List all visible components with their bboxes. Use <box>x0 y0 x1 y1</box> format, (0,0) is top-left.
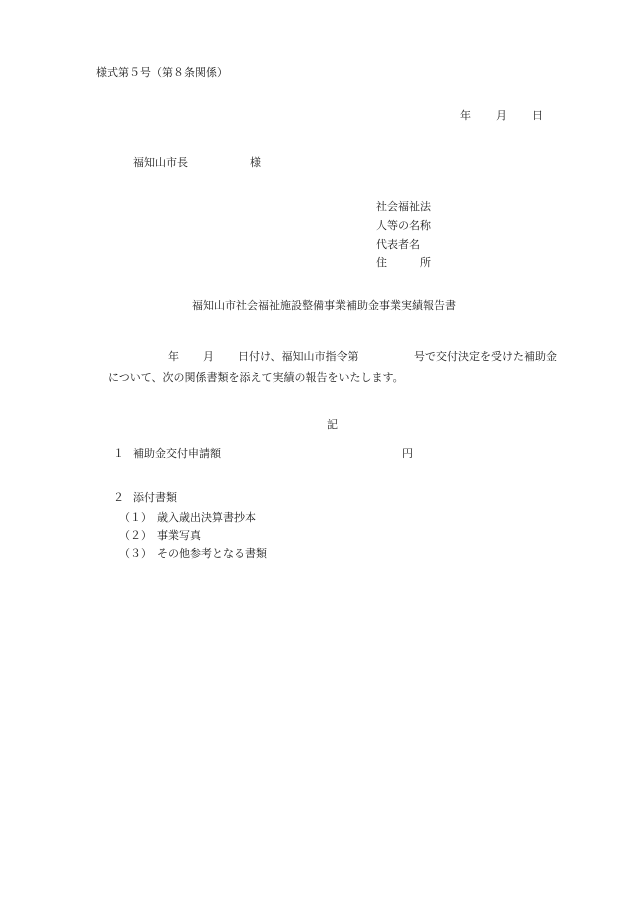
ki-heading: 記 <box>327 418 338 431</box>
item-2-label: 添付書類 <box>133 491 177 504</box>
item-1-number: １ <box>113 447 124 460</box>
body-year: 年 <box>168 350 179 363</box>
form-number: 様式第５号（第８条関係） <box>96 66 228 79</box>
applicant-corp-label-2: 人等の名称 <box>376 219 431 232</box>
list-item-label: 歳入歳出決算書抄本 <box>157 511 256 524</box>
list-item <box>0 529 630 543</box>
item-2 <box>0 491 630 505</box>
item-1-label: 補助金交付申請額 <box>133 447 221 460</box>
list-item <box>0 547 630 561</box>
applicant-representative: 代表者名 <box>376 238 420 251</box>
list-item-number: （３） <box>119 547 152 560</box>
body-month: 月 <box>203 350 214 363</box>
body-mid: 日付け、福知山市指令第 <box>238 350 359 363</box>
body-end: 号で交付決定を受けた補助金 <box>414 350 557 363</box>
body-line-1 <box>0 350 630 364</box>
applicant-address: 住 所 <box>376 256 431 269</box>
addressee <box>0 156 630 170</box>
date-day: 日 <box>532 109 543 122</box>
date-month: 月 <box>496 109 507 122</box>
item-1 <box>0 447 630 461</box>
addressee-honorific: 様 <box>250 156 261 169</box>
date-year: 年 <box>460 109 471 122</box>
list-item-number: （２） <box>119 529 152 542</box>
applicant-corp-label-1: 社会福祉法 <box>376 200 431 213</box>
item-1-unit: 円 <box>402 447 413 460</box>
list-item-number: （１） <box>119 511 152 524</box>
date-line <box>0 109 630 123</box>
addressee-name: 福知山市長 <box>133 156 188 169</box>
list-item <box>0 511 630 525</box>
document-title: 福知山市社会福祉施設整備事業補助金事業実績報告書 <box>192 299 456 312</box>
item-2-number: ２ <box>113 491 124 504</box>
body-line-2: について、次の関係書類を添えて実績の報告をいたします。 <box>108 371 404 384</box>
list-item-label: その他参考となる書類 <box>157 547 267 560</box>
list-item-label: 事業写真 <box>157 529 201 542</box>
